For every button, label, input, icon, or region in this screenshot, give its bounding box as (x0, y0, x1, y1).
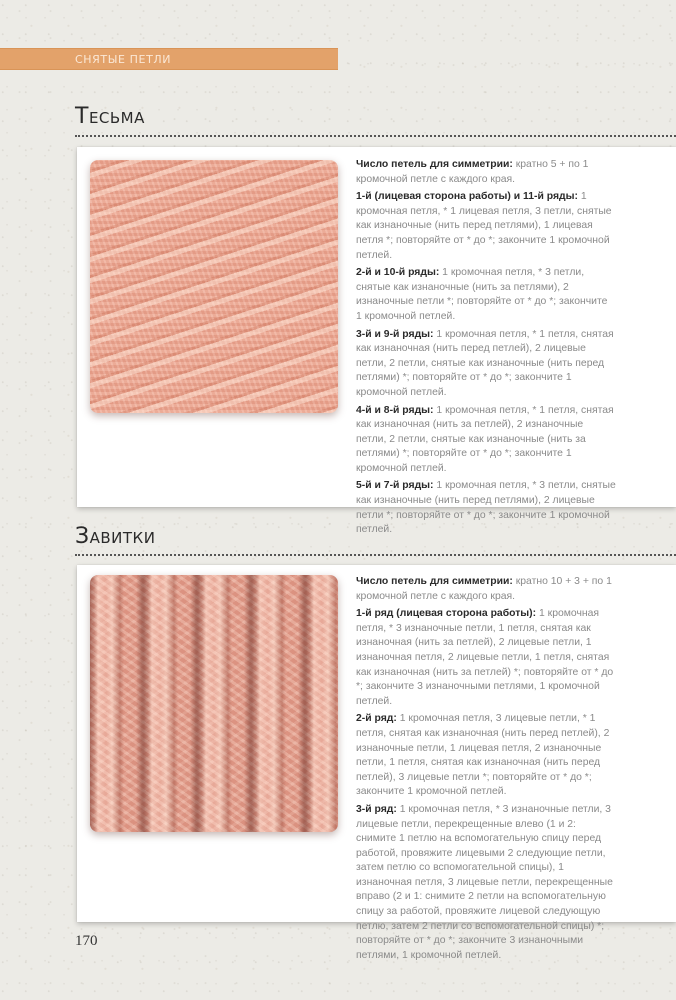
instruction-paragraph: 2-й ряд: 1 кромочная петля, 3 лицевые петли, * 1 петля, снятая как изнаночная (нить перед петлей), 2 изнаночные петли, 1 лицевая петля, 2 изнаночные петли, 1 петля, снятая как изнаночная (нить перед петлей), 3 лицевые петли *; повторяйте от * до *; закончите 1 кромочной петлей. (356, 713, 610, 798)
instruction-paragraph: 5-й и 7-й ряды: 1 кромочная петля, * 3 петли, снятые как изнаночные (нить перед петлями), 2 лицевые петли *; повторяйте от * до *; закончите 1 кромочной петлей. (356, 480, 616, 536)
instructions-tesma (356, 158, 616, 541)
section-header-bar (0, 48, 338, 70)
instructions-zavitki (356, 575, 616, 966)
pattern-title-tesma: Тесьма (75, 104, 145, 129)
instruction-paragraph: 2-й и 10-й ряды: 1 кромочная петля, * 3 петли, снятые как изнаночные (нить за петлями), 2 изнаночные петли *; повторяйте от * до *; закончите 1 кромочной петлей. (356, 267, 608, 322)
swatch-photo-tesma (90, 160, 338, 413)
instruction-paragraph: 3-й ряд: 1 кромочная петля, * 3 изнаночные петли, 3 лицевые петли, перекрещенные влево (1 и 2: снимите 1 петлю на вспомогательную спицу перед работой, провяжите лицевыми 2 следующие петли, затем петлю со вспомогательной спицы), 1 изнаночная петля, 3 лицевые петли, перекрещенные вправо (2 и 1: снимите 2 петли на вспомогательную спицу за работой, провяжите лицевой следующую петлю, затем 2 петли со вспомогательной спицы) *; повторяйте от * до *; закончите 3 изнаночными петлями, 1 кромочной петлей. (356, 803, 613, 961)
instruction-paragraph: 4-й и 8-й ряды: 1 кромочная петля, * 1 петля, снятая как изнаночная (нить за петлей), 2 изнаночные петли, 2 петли, снятые как изнаночные (нить за петлями) *; повторяйте от * до *; закончите 1 кромочной петлей. (356, 404, 614, 474)
section-label: СНЯТЫЕ ПЕТЛИ (75, 53, 172, 66)
page-number: 170 (75, 933, 98, 949)
instruction-paragraph: Число петель для симметрии: кратно 10 + 3 + по 1 кромочной петле с каждого края. (356, 576, 612, 602)
instruction-paragraph: 1-й (лицевая сторона работы) и 11-й ряды: 1 кромочная петля, * 1 лицевая петля, 3 петли, снятые как изнаночные (нить перед петлями), 1 лицевая петля *; повторяйте от * до *; закончите 1 кромочной петлей. (356, 191, 612, 261)
pattern-title-zavitki: Завитки (75, 524, 156, 549)
instruction-paragraph: Число петель для симметрии: кратно 5 + по 1 кромочной петле с каждого края. (356, 159, 589, 185)
instruction-paragraph: 3-й и 9-й ряды: 1 кромочная петля, * 1 петля, снятая как изнаночная (нить перед петлей), 2 лицевые петли, 2 петли, снятые как изнаночные (нить перед петлями) *; повторяйте от * до *; закончите 1 кромочной петлей. (356, 328, 614, 398)
heading-divider (75, 554, 676, 556)
instruction-paragraph: 1-й ряд (лицевая сторона работы): 1 кромочная петля, * 3 изнаночные петли, 1 петля, снятая как изнаночная (нить за петлей), 2 лицевые петли, 1 изнаночная петля, 2 лицевые петли, 1 петля, снятая как изнаночная (нить за петлей) *; повторяйте от * до *; закончите 3 изнаночными петлями, 1 кромочной петлей. (356, 608, 614, 707)
swatch-photo-zavitki (90, 575, 338, 832)
heading-divider (75, 135, 676, 137)
pattern-card-tesma (77, 147, 676, 536)
